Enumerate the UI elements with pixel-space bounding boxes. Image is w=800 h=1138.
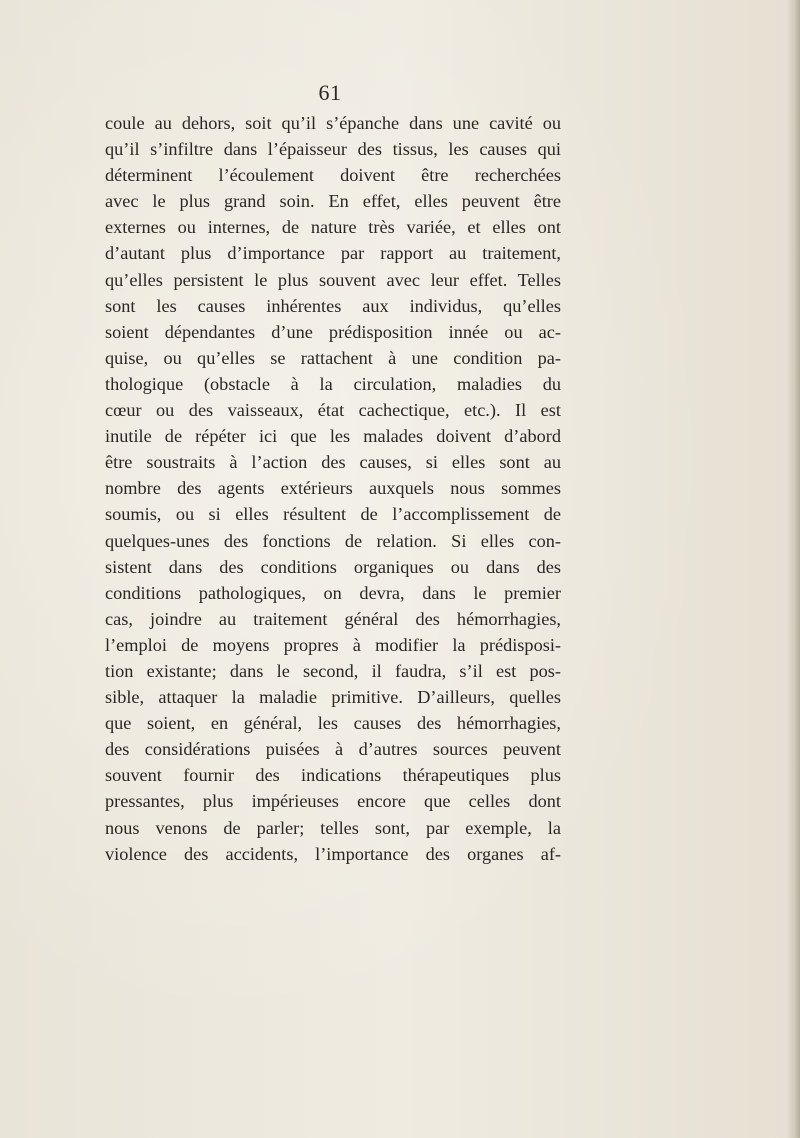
text-line: soient dépendantes d’une prédisposition innée ou ac-: [105, 321, 561, 342]
text-line: pressantes, plus impérieuses encore que celles dont: [105, 791, 561, 812]
text-line: cas, joindre au traitement général des hémorrhagies,: [105, 608, 561, 629]
text-line: externes ou internes, de nature très variée, et elles ont: [105, 217, 561, 238]
text-line: être soustraits à l’action des causes, si elles sont au: [105, 452, 561, 473]
text-line: thologique (obstacle à la circulation, maladies du: [105, 373, 561, 394]
text-line: des considérations puisées à d’autres sources peuvent: [105, 739, 561, 760]
text-line: nombre des agents extérieurs auxquels nous sommes: [105, 478, 561, 499]
body-text: [105, 110, 561, 867]
text-line: déterminent l’écoulement doivent être recherchées: [105, 165, 561, 186]
text-line: l’emploi de moyens propres à modifier la prédisposi-: [105, 634, 561, 655]
text-line: tion existante; dans le second, il faudra, s’il est pos-: [105, 660, 561, 681]
page-edge-shadow: [786, 0, 800, 1138]
text-line: quise, ou qu’elles se rattachent à une condition pa-: [105, 347, 561, 368]
text-line: cœur ou des vaisseaux, état cachectique, etc.). Il est: [105, 400, 561, 421]
text-line: nous venons de parler; telles sont, par exemple, la: [105, 817, 561, 838]
text-line: inutile de répéter ici que les malades doivent d’abord: [105, 426, 561, 447]
text-line: conditions pathologiques, on devra, dans le premier: [105, 582, 561, 603]
text-line: avec le plus grand soin. En effet, elles peuvent être: [105, 191, 561, 212]
text-line: soumis, ou si elles résultent de l’accomplissement de: [105, 504, 561, 525]
text-line: que soient, en général, les causes des hémorrhagies,: [105, 713, 561, 734]
text-line: quelques-unes des fonctions de relation. Si elles con-: [105, 530, 561, 551]
text-line: souvent fournir des indications thérapeutiques plus: [105, 765, 561, 786]
text-line: qu’elles persistent le plus souvent avec leur effet. Telles: [105, 269, 561, 290]
text-line: sible, attaquer la maladie primitive. D’ailleurs, quelles: [105, 687, 561, 708]
text-line: sistent dans des conditions organiques ou dans des: [105, 556, 561, 577]
page-number: 61: [318, 80, 342, 105]
text-line: sont les causes inhérentes aux individus, qu’elles: [105, 295, 561, 316]
text-line: violence des accidents, l’importance des organes af-: [105, 843, 561, 864]
text-line: qu’il s’infiltre dans l’épaisseur des tissus, les causes qui: [105, 139, 561, 160]
text-line: d’autant plus d’importance par rapport au traitement,: [105, 243, 561, 264]
text-line: coule au dehors, soit qu’il s’épanche dans une cavité ou: [105, 113, 561, 133]
